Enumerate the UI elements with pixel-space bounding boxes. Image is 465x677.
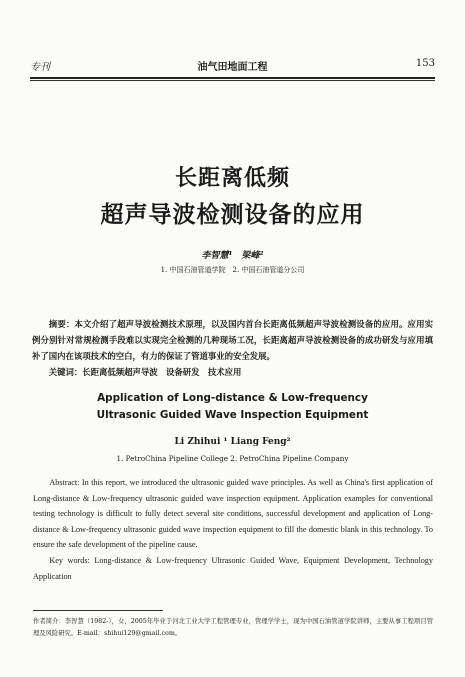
header-rule-thin	[30, 80, 435, 81]
author-footnote: 作者简介：李智慧（1982-），女，2005年毕业于河北工业大学工程管理专业，管理学学士，现为中国石油管道学院讲师，主要从事工程项目管理及风险研究。E-mail：shihui129@gmail.com。	[33, 618, 433, 637]
chinese-title-line-1: 长距离低频	[174, 166, 290, 191]
english-abstract: Abstract: In this report, we introduced the ultrasonic guided wave principles. As well as China's first application of Long-distance & Low-frequency ultrasonic guided wave inspection equipment. Application examples for conventional testing technology is difficult to fully detect several site conditions, successful development and application of Long-distance & Low-frequency ultrasonic guided wave inspection equipment to fill the domestic blank in this technology. To ensure the safe development of the pipeline cause.	[33, 478, 433, 550]
english-title-line-1: Application of Long-distance & Low-frequency	[97, 392, 368, 404]
english-affiliations: 1. PetroChina Pipeline College 2. PetroChina Pipeline Company	[116, 454, 349, 463]
chinese-title-line-2: 超声导波检测设备的应用	[100, 202, 365, 228]
chinese-authors: 李智慧¹ 梁峰²	[201, 251, 264, 261]
header-section-label: 专刊	[30, 62, 50, 73]
chinese-abstract: 摘要：本文介绍了超声导波检测技术原理，以及国内首台长距离低频超声导波检测设备的应用。应用实例分别针对常规检测手段难以实现完全检测的几种现场工况，长距离超声导波检测设备的成功研发与应用填补了国内在该项技术的空白，有力的保证了管道事业的安全发展。	[32, 319, 433, 361]
footnote-rule	[33, 610, 163, 611]
english-keywords: Key words: Long-distance & Low-frequency Ultrasonic Guided Wave, Equipment Development, Technology Application	[33, 555, 433, 581]
chinese-affiliations: 1. 中国石油管道学院 2. 中国石油管道分公司	[160, 266, 305, 274]
english-authors: Li Zhihui ¹ Liang Feng²	[174, 437, 291, 447]
running-header	[30, 58, 435, 78]
chinese-keywords: 关键词：长距离低频超声导波 设备研发 技术应用	[48, 367, 242, 377]
header-rule-thick	[30, 77, 435, 79]
journal-name: 油气田地面工程	[197, 62, 268, 73]
english-title-line-2: Ultrasonic Guided Wave Inspection Equipment	[96, 409, 369, 421]
english-abstract-block	[33, 475, 433, 584]
chinese-abstract-block	[32, 316, 433, 380]
author-footnote-block	[33, 616, 433, 640]
page-number: 153	[415, 58, 435, 69]
